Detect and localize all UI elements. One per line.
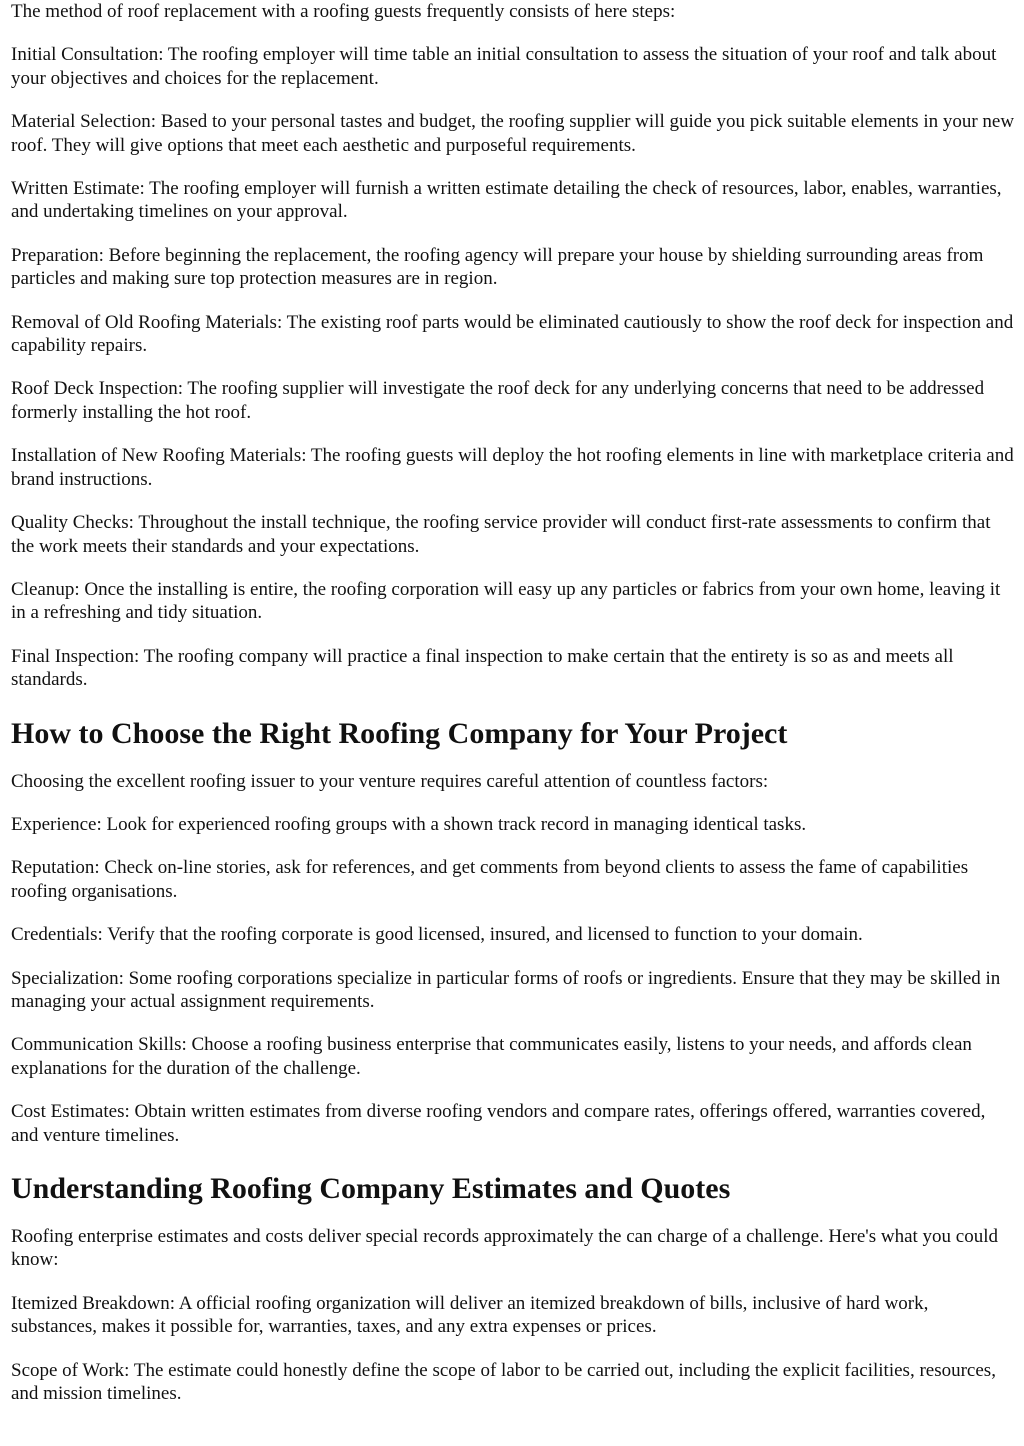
section-heading-choose: How to Choose the Right Roofing Company for Your Project xyxy=(11,716,788,750)
choose-item-specialization: Specialization: Some roofing corporations specialize in particular forms of roofs or ingredients. Ensure that they may be skilled in managing your actual assignment requirements. xyxy=(11,967,1001,1012)
estimates-item-scope-of-work: Scope of Work: The estimate could honestly define the scope of labor to be carried out, including the explicit facilities, resources, and mission timelines. xyxy=(11,1359,996,1405)
step-final-inspection: Final Inspection: The roofing company will practice a final inspection to make certain that the entirety is so as and meets all standards. xyxy=(11,645,954,691)
step-roof-deck-inspection: Roof Deck Inspection: The roofing supplier will investigate the roof deck for any underlying concerns that need to be addressed formerly installing the hot roof. xyxy=(11,378,985,423)
choose-item-communication: Communication Skills: Choose a roofing business enterprise that communicates easily, listens to your needs, and affords clean explanations for the duration of the challenge. xyxy=(11,1034,972,1079)
step-quality-checks: Quality Checks: Throughout the install technique, the roofing service provider will conduct first-rate assessments to confirm that the work meets their standards and your expectations. xyxy=(11,512,991,557)
estimates-intro-paragraph: Roofing enterprise estimates and costs deliver special records approximately the can charge of a challenge. Here's what you could know: xyxy=(11,1226,999,1271)
step-installation: Installation of New Roofing Materials: The roofing guests will deploy the hot roofing elements in line with marketplace criteria and brand instructions. xyxy=(11,445,1014,490)
step-material-selection: Material Selection: Based to your personal tastes and budget, the roofing supplier will guide you pick suitable elements in your new roof. They will give options that meet each aesthetic and purposeful requirements. xyxy=(11,111,1015,156)
step-initial-consultation: Initial Consultation: The roofing employer will time table an initial consultation to assess the situation of your roof and talk about your objectives and choices for the replacement. xyxy=(11,44,997,89)
step-preparation: Preparation: Before beginning the replacement, the roofing agency will prepare your house by shielding surrounding areas from particles and making sure top protection measures are in region. xyxy=(11,244,984,290)
choose-intro-paragraph: Choosing the excellent roofing issuer to your venture requires careful attention of countless factors: xyxy=(11,770,769,792)
choose-item-experience: Experience: Look for experienced roofing groups with a shown track record in managing identical tasks. xyxy=(11,813,807,835)
estimates-item-itemized-breakdown: Itemized Breakdown: A official roofing organization will deliver an itemized breakdown of bills, inclusive of hard work, substances, makes it possible for, warranties, taxes, and any extra expenses or prices. xyxy=(11,1292,929,1338)
choose-item-reputation: Reputation: Check on-line stories, ask for references, and get comments from beyond clients to assess the fame of capabilities roofing organisations. xyxy=(11,857,969,902)
step-written-estimate: Written Estimate: The roofing employer will furnish a written estimate detailing the check of resources, labor, enables, warranties, and undertaking timelines on your approval. xyxy=(11,178,1002,223)
choose-item-cost-estimates: Cost Estimates: Obtain written estimates from diverse roofing vendors and compare rates, offerings offered, warranties covered, and venture timelines. xyxy=(11,1101,986,1146)
step-removal: Removal of Old Roofing Materials: The existing roof parts would be eliminated cautiously to show the roof deck for inspection and capability repairs. xyxy=(11,311,1014,357)
intro-paragraph: The method of roof replacement with a roofing guests frequently consists of here steps: xyxy=(11,1,676,22)
section-heading-estimates: Understanding Roofing Company Estimates and Quotes xyxy=(11,1172,731,1205)
step-cleanup: Cleanup: Once the installing is entire, the roofing corporation will easy up any particles or fabrics from your own home, leaving it in a refreshing and tidy situation. xyxy=(11,578,1001,624)
choose-item-credentials: Credentials: Verify that the roofing corporate is good licensed, insured, and licensed to function to your domain. xyxy=(11,924,863,946)
